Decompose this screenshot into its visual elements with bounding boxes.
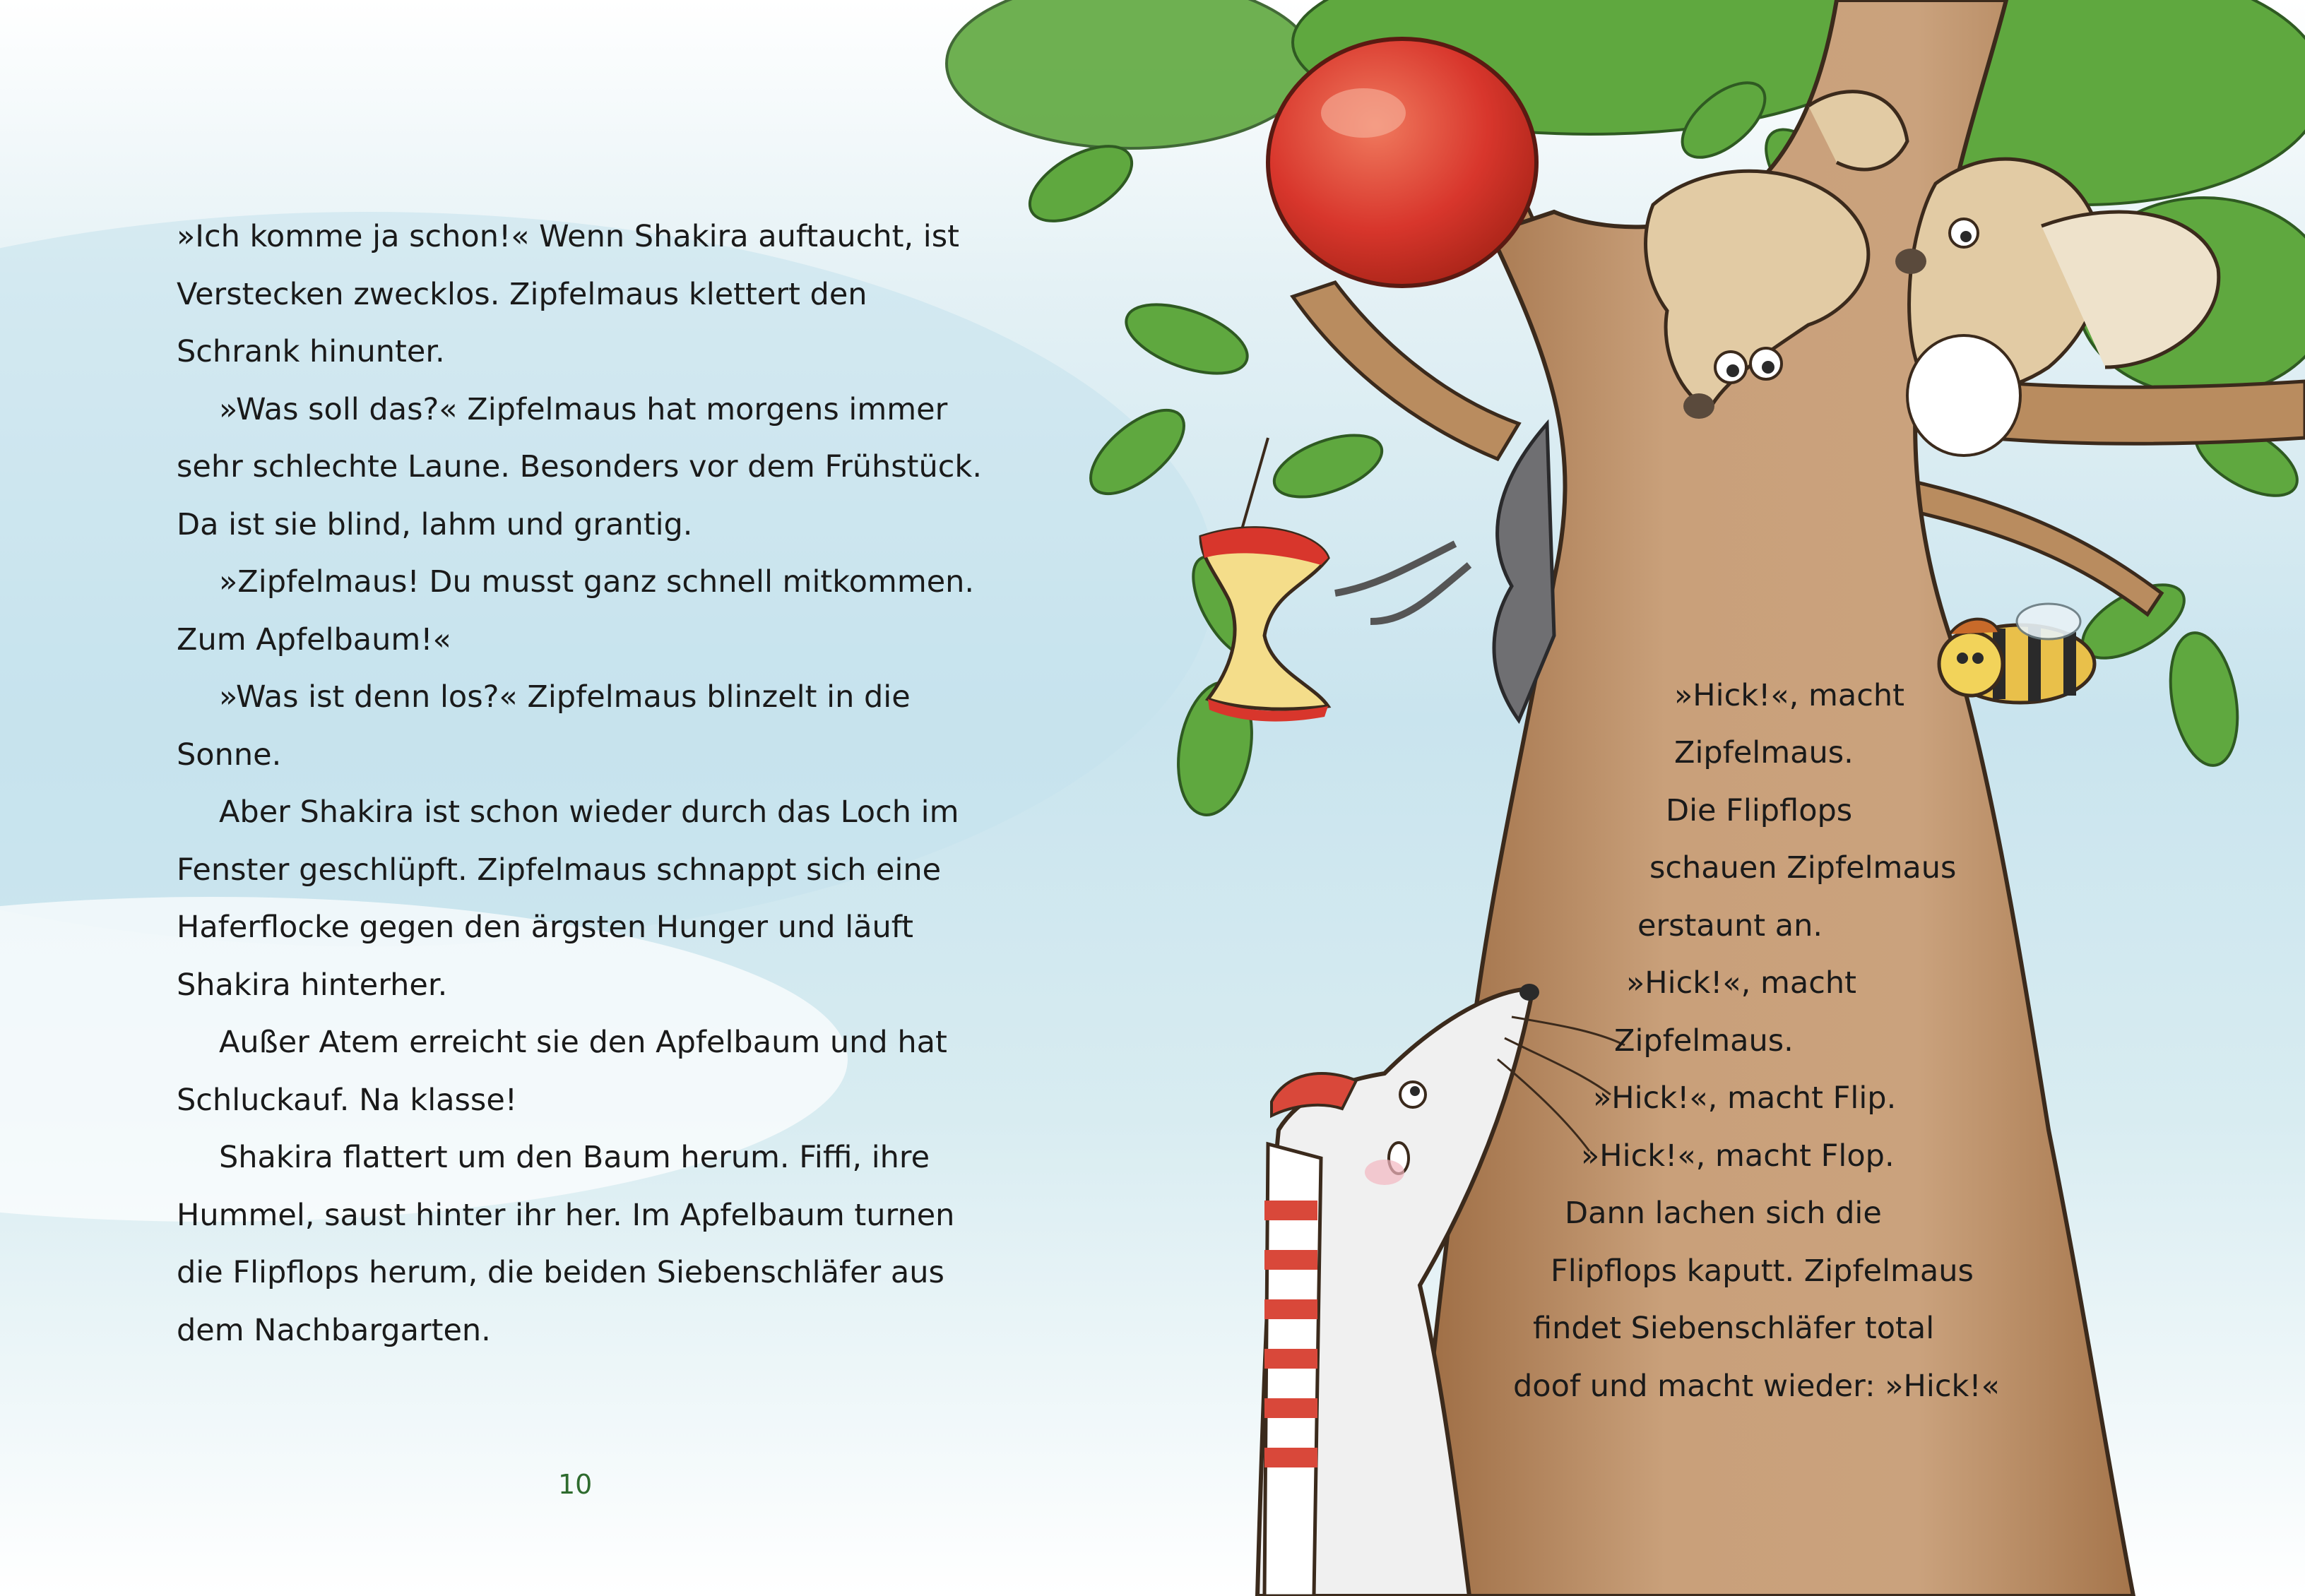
left-page-text bbox=[177, 208, 1024, 1359]
paragraph: »Zipfelmaus! Du musst ganz schnell mitkommen. Zum Apfelbaum!« bbox=[177, 564, 975, 657]
page-number: 10 bbox=[558, 1469, 593, 1500]
text-line: erstaunt an. bbox=[1637, 908, 1823, 943]
text-line: »Hick!«, macht bbox=[1626, 965, 1857, 1001]
paragraph: »Ich komme ja schon!« Wenn Shakira auftaucht, ist Verstecken zwecklos. Zipfelmaus klettert den Schrank hinunter. bbox=[177, 219, 959, 369]
paragraph: Shakira flattert um den Baum herum. Fiffi, ihre Hummel, saust hinter ihr her. Im Apfelbaum turnen die Flipflops herum, die beiden Siebenschläfer aus dem Nachbargarten. bbox=[177, 1140, 955, 1348]
text-line: schauen Zipfelmaus bbox=[1649, 850, 1957, 886]
text-line: »Hick!«, macht Flip. bbox=[1593, 1080, 1897, 1116]
text-line: Dann lachen sich die bbox=[1565, 1196, 1882, 1231]
paragraph: »Was soll das?« Zipfelmaus hat morgens immer sehr schlechte Laune. Besonders vor dem Frühstück. Da ist sie blind, lahm und grantig. bbox=[177, 391, 982, 542]
paragraph: »Was ist denn los?« Zipfelmaus blinzelt in die Sonne. bbox=[177, 679, 911, 773]
text-line: »Hick!«, macht Flop. bbox=[1581, 1138, 1895, 1174]
text-line: doof und macht wieder: »Hick!« bbox=[1513, 1369, 2000, 1404]
red-apple bbox=[1268, 39, 1536, 286]
text-line: Flipflops kaputt. Zipfelmaus bbox=[1551, 1253, 1974, 1289]
text-line: findet Siebenschläfer total bbox=[1533, 1311, 1935, 1346]
paragraph: Aber Shakira ist schon wieder durch das Loch im Fenster geschlüpft. Zipfelmaus schnappt sich eine Haferflocke gegen den ärgsten Hunger und läuft Shakira hinterher. bbox=[177, 794, 959, 1003]
text-line: »Hick!«, macht bbox=[1674, 678, 1905, 713]
text-line: Die Flipflops bbox=[1666, 793, 1853, 828]
text-line: Zipfelmaus. bbox=[1614, 1023, 1794, 1059]
paragraph: Außer Atem erreicht sie den Apfelbaum und hat Schluckauf. Na klasse! bbox=[177, 1025, 947, 1118]
text-line: Zipfelmaus. bbox=[1674, 735, 1854, 770]
